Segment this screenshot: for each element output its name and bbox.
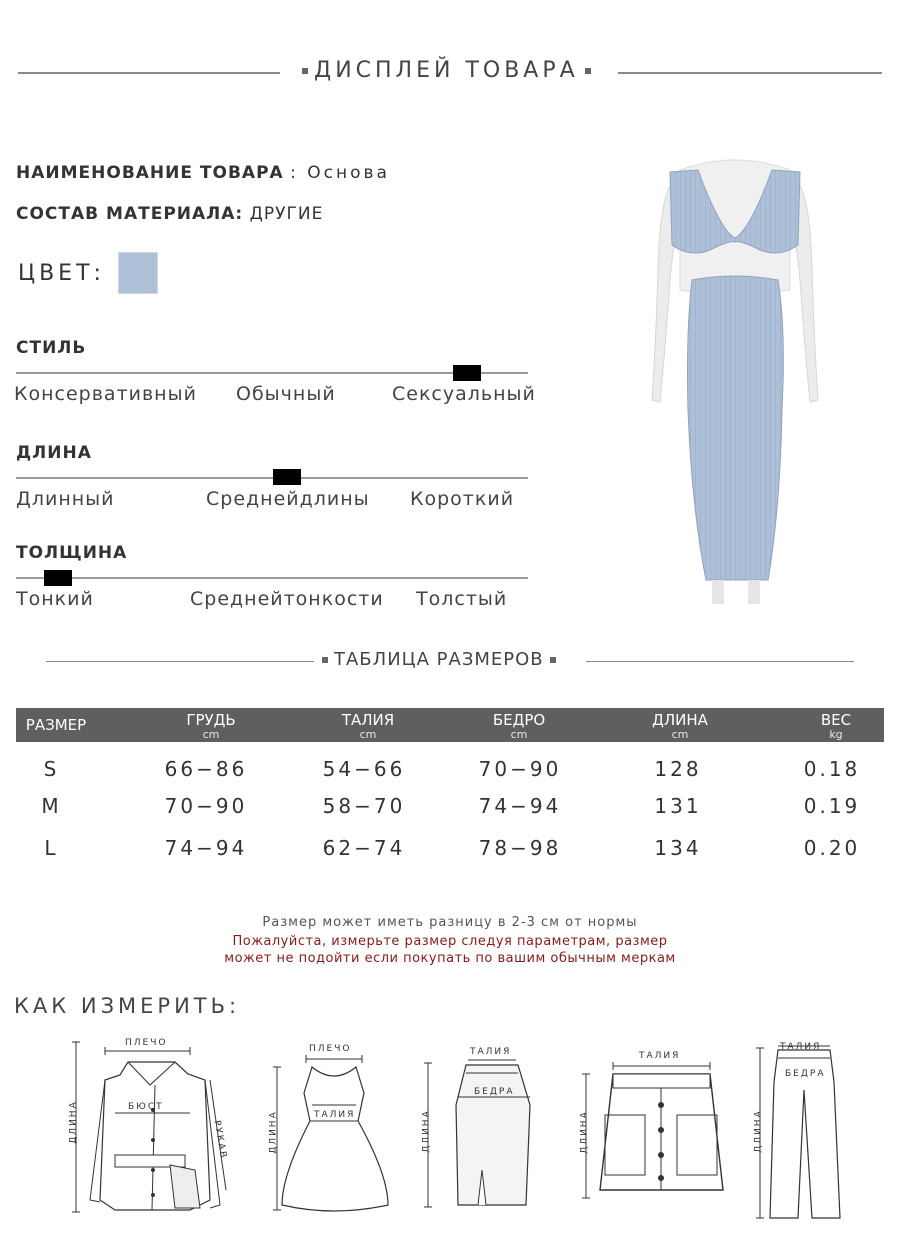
cell-size: M [41,794,59,818]
cell-hip: 74−94 [478,794,562,818]
scale-thickness-option: Среднейтонкости [190,588,384,610]
section-title-text: ДИСПЛЕЙ ТОВАРА [314,58,579,83]
col-header-hip [459,708,579,740]
cell-weight: 0.19 [803,794,861,818]
how-to-title: КАК ИЗМЕРИТЬ: [14,994,241,1018]
dress-measure-figure [270,1045,400,1215]
cell-bust: 66−86 [164,757,248,781]
color-swatch[interactable] [118,252,158,294]
col-header-unit: cm [202,728,220,741]
cell-length: 131 [654,794,702,818]
cell-length: 134 [654,836,702,860]
label-waist: ТАЛИЯ [639,1051,681,1061]
material-value: ДРУГИЕ [249,204,324,224]
title-bullet [585,68,591,74]
col-header-unit: cm [510,728,528,741]
label-waist: ТАЛИЯ [470,1047,512,1057]
scale-style-title: СТИЛЬ [16,338,87,358]
scale-length-line [16,477,528,479]
col-header-weight [776,708,896,740]
scale-length-option: Короткий [410,488,515,510]
measure-warning: может не подойти если покупать по вашим обычным меркам [224,951,676,966]
material-row [16,204,323,224]
label-sleeve: РУКАВ [211,1119,229,1161]
cell-hip: 78−98 [478,836,562,860]
col-header-bust [151,708,271,740]
material-label: СОСТАВ МАТЕРИАЛА: [16,204,244,224]
scale-thickness-option: Тонкий [16,588,94,610]
scale-length-title: ДЛИНА [16,443,92,463]
title-bullet [302,68,308,74]
cell-hip: 70−90 [478,757,562,781]
scale-length-option: Длинный [16,488,115,510]
scale-thickness-marker [44,570,72,586]
title-bullet [550,657,556,663]
label-length: ДЛИНА [753,1109,764,1153]
dress-skirt [688,276,784,580]
product-name-row [16,163,390,183]
divider-left [18,72,280,74]
cell-weight: 0.20 [803,836,861,860]
col-header-label: БЕДРО [492,711,546,729]
col-header-unit: cm [671,728,689,741]
section-title-text: ТАБЛИЦА РАЗМЕРОВ [334,649,544,670]
measure-warning: Пожалуйста, измерьте размер следуя параметрам, размер [232,934,668,949]
label-shoulder: ПЛЕЧО [309,1044,352,1054]
scale-length-marker [273,469,301,485]
cell-size: L [44,836,56,860]
col-header-label: ВЕС [820,711,852,729]
title-bullet [322,657,328,663]
col-header-label: ДЛИНА [652,711,708,729]
cell-waist: 62−74 [322,836,406,860]
scale-thickness-line [16,577,528,579]
scale-style-marker [453,365,481,381]
col-header-label: РАЗМЕР [25,716,87,734]
scale-style-option: Обычный [236,383,336,405]
label-hip: БЕДРА [474,1087,515,1097]
col-header-label: ГРУДЬ [186,711,236,729]
product-photo [640,150,830,610]
section-title-display [296,58,597,83]
scale-thickness-option: Толстый [416,588,508,610]
cell-bust: 74−94 [164,836,248,860]
label-bust: БЮСТ [128,1102,164,1112]
scale-style-option: Сексуальный [392,383,536,405]
section-title-size [316,649,562,670]
cell-weight: 0.18 [803,757,861,781]
divider-right [618,72,882,74]
col-header-waist [308,708,428,740]
skirt-measure-figure [418,1055,548,1215]
size-note: Размер может иметь разницу в 2-3 см от нормы [262,915,638,930]
label-length: ДЛИНА [579,1110,590,1154]
scale-thickness-title: ТОЛЩИНА [16,543,128,563]
scale-style-line [16,372,528,374]
label-shoulder: ПЛЕЧО [125,1038,168,1048]
col-header-unit: kg [829,728,843,741]
label-length: ДЛИНА [421,1109,432,1153]
label-waist: ТАЛИЯ [780,1042,822,1052]
scale-length-option: Среднейдлины [206,488,370,510]
product-name-value: : Основа [290,163,390,183]
size-table-header [16,708,884,742]
label-waist: ТАЛИЯ [314,1110,356,1120]
divider-left [46,661,314,662]
shorts-measure-figure [575,1060,740,1205]
scale-style-option: Консервативный [14,383,197,405]
label-hip: БЕДРА [785,1069,826,1079]
label-length: ДЛИНА [268,1110,279,1154]
cell-waist: 54−66 [322,757,406,781]
color-label: ЦВЕТ: [18,261,105,286]
col-header-size [16,708,96,734]
product-name-label: НАИМЕНОВАНИЕ ТОВАРА [16,163,284,183]
cell-size: S [43,757,57,781]
cell-bust: 70−90 [164,794,248,818]
cell-length: 128 [654,757,702,781]
col-header-unit: cm [359,728,377,741]
divider-right [586,661,854,662]
cell-waist: 58−70 [322,794,406,818]
col-header-length [620,708,740,740]
label-length: ДЛИНА [68,1100,79,1144]
col-header-label: ТАЛИЯ [341,711,395,729]
